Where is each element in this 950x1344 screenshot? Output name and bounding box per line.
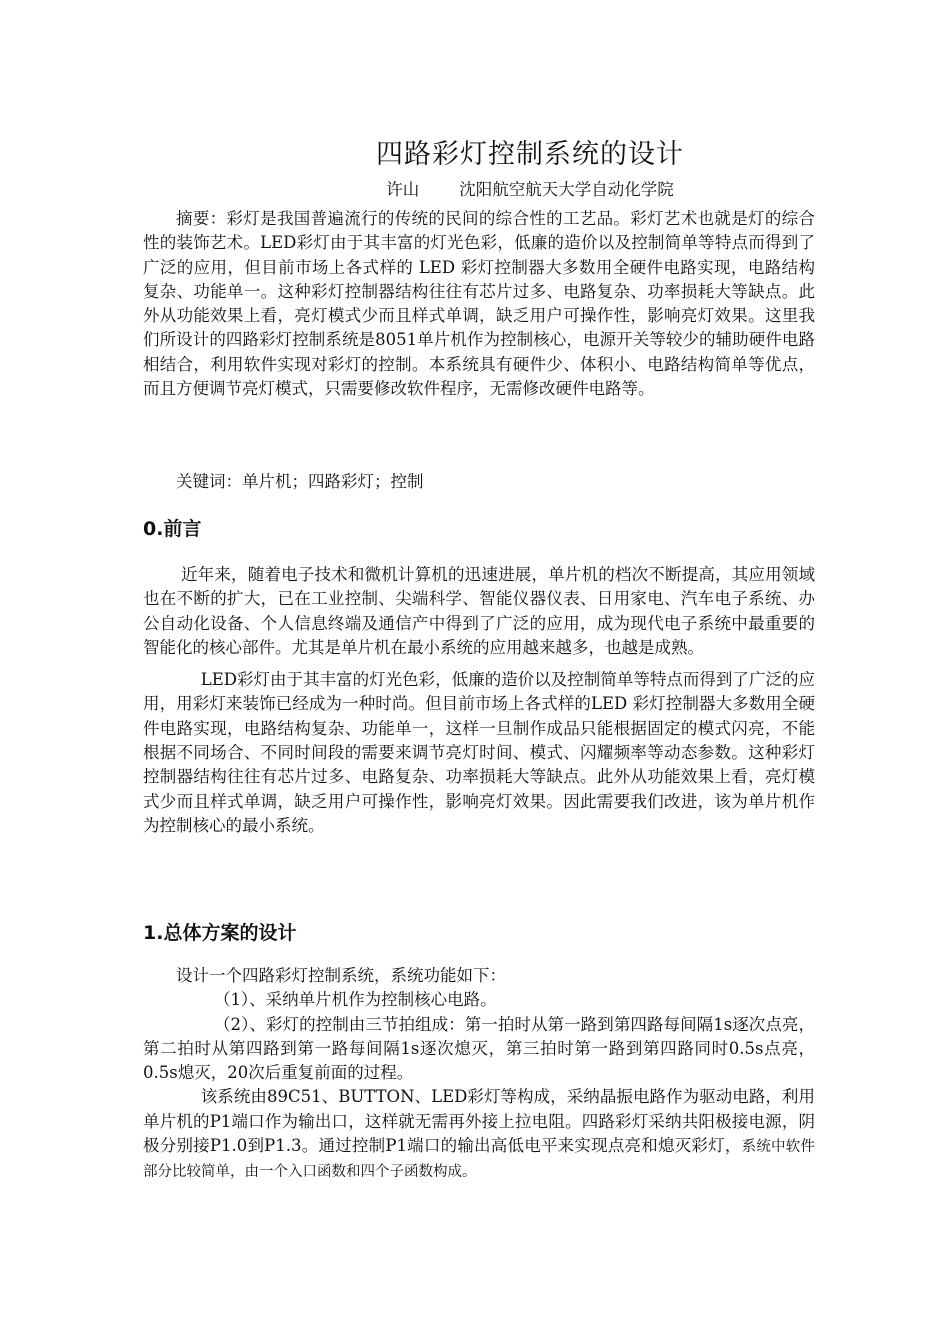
author-line [0,176,950,200]
section-1-paragraph-1-tail: 系统中软件部分比较简单，由一个入口函数和四个子函数构成。 [143,1139,815,1181]
author-name: 许山 [386,180,420,199]
author-affiliation: 沈阳航空航天大学自动化学院 [459,180,674,199]
section-0-paragraph-1: 近年来，随着电子技术和微机计算机的迅速进展，单片机的档次不断提高，其应用领域也在不断的扩大，已在工业控制、尖端科学、智能仪器仪表、日用家电、汽车电子系统、办公自动化设备、个人信息终端及通信产中得到了广泛的应用，成为现代电子系统中最重要的智能化的核心部件。尤其是单片机在最小系统的应用越来越多，也越是成熟。 [143,565,815,657]
section-0-body [143,563,815,838]
section-0-heading: 0.前言 [143,518,202,540]
paper-title: 四路彩灯控制系统的设计 [376,139,684,170]
section-1-item-1: （1）、采纳单片机作为控制核心电路。 [213,990,497,1010]
abstract-text: 摘要：彩灯是我国普遍流行的传统的民间的综合性的工艺品。彩灯艺术也就是灯的综合性的装饰艺术。LED彩灯由于其丰富的灯光色彩，低廉的造价以及控制简单等特点而得到了广泛的应用，但目前市场上各式样的 LED 彩灯控制器大多数用全硬件电路实现，电路结构复杂、功能单一。这种彩灯控制器结构往往有芯片过多、电路复杂、功率损耗大等缺点。此外从功能效果上看，亮灯模式少而且样式单调，缺乏用户可操作性，影响亮灯效果。这里我们所设计的四路彩灯控制系统是8051单片机作为控制核心，电源开关等较少的辅助硬件电路相结合，利用软件实现对彩灯的控制。本系统具有硬件少、体积小、电路结构简单等优点，而且方便调节亮灯模式，只需要修改软件程序，无需修改硬件电路等。 [143,209,815,399]
section-1-heading: 1.总体方案的设计 [143,922,297,944]
section-0-paragraph-2: LED彩灯由于其丰富的灯光色彩，低廉的造价以及控制简单等特点而得到了广泛的应用，用彩灯来装饰已经成为一种时尚。但目前市场上各式样的LED 彩灯控制器大多数用全硬件电路实现，电路结构复杂、功能单一，这样一旦制作成品只能根据固定的模式闪亮，不能根据不同场合、不同时间段的需要来调节亮灯时间、模式、闪耀频率等动态参数。这种彩灯控制器结构往往有芯片过多、电路复杂、功率损耗大等缺点。此外从功能效果上看，亮灯模式少而且样式单调，缺乏用户可操作性，影响亮灯效果。因此需要我们改进，该为单片机作为控制核心的最小系统。 [143,670,815,835]
abstract [143,207,815,401]
section-1-paragraph-1 [143,1085,815,1184]
section-1-paragraph-1-main: 该系统由89C51、BUTTON、LED彩灯等构成，采纳晶振电路作为驱动电路，利用单片机的P1端口作为输出口，这样就无需再外接上拉电阻。四路彩灯采纳共阳极接电源，阴极分别接P1.0到P1.3。通过控制P1端口的输出高低电平来实现点亮和熄灭彩灯， [143,1087,815,1156]
section-1-body [143,964,815,1185]
section-1-item-2: （2）、彩灯的控制由三节拍组成：第一拍时从第一路到第四路每间隔1s逐次点亮， 第二拍时从第四路到第一路每间隔1s逐次熄灭，第三拍时第一路到第四路同时0.5s点亮，0.5s熄灭，20次后重复前面的过程。 [143,1014,815,1083]
keywords: 关键词：单片机；四路彩灯；控制 [176,472,424,491]
section-1-intro: 设计一个四路彩灯控制系统，系统功能如下： [176,966,506,985]
